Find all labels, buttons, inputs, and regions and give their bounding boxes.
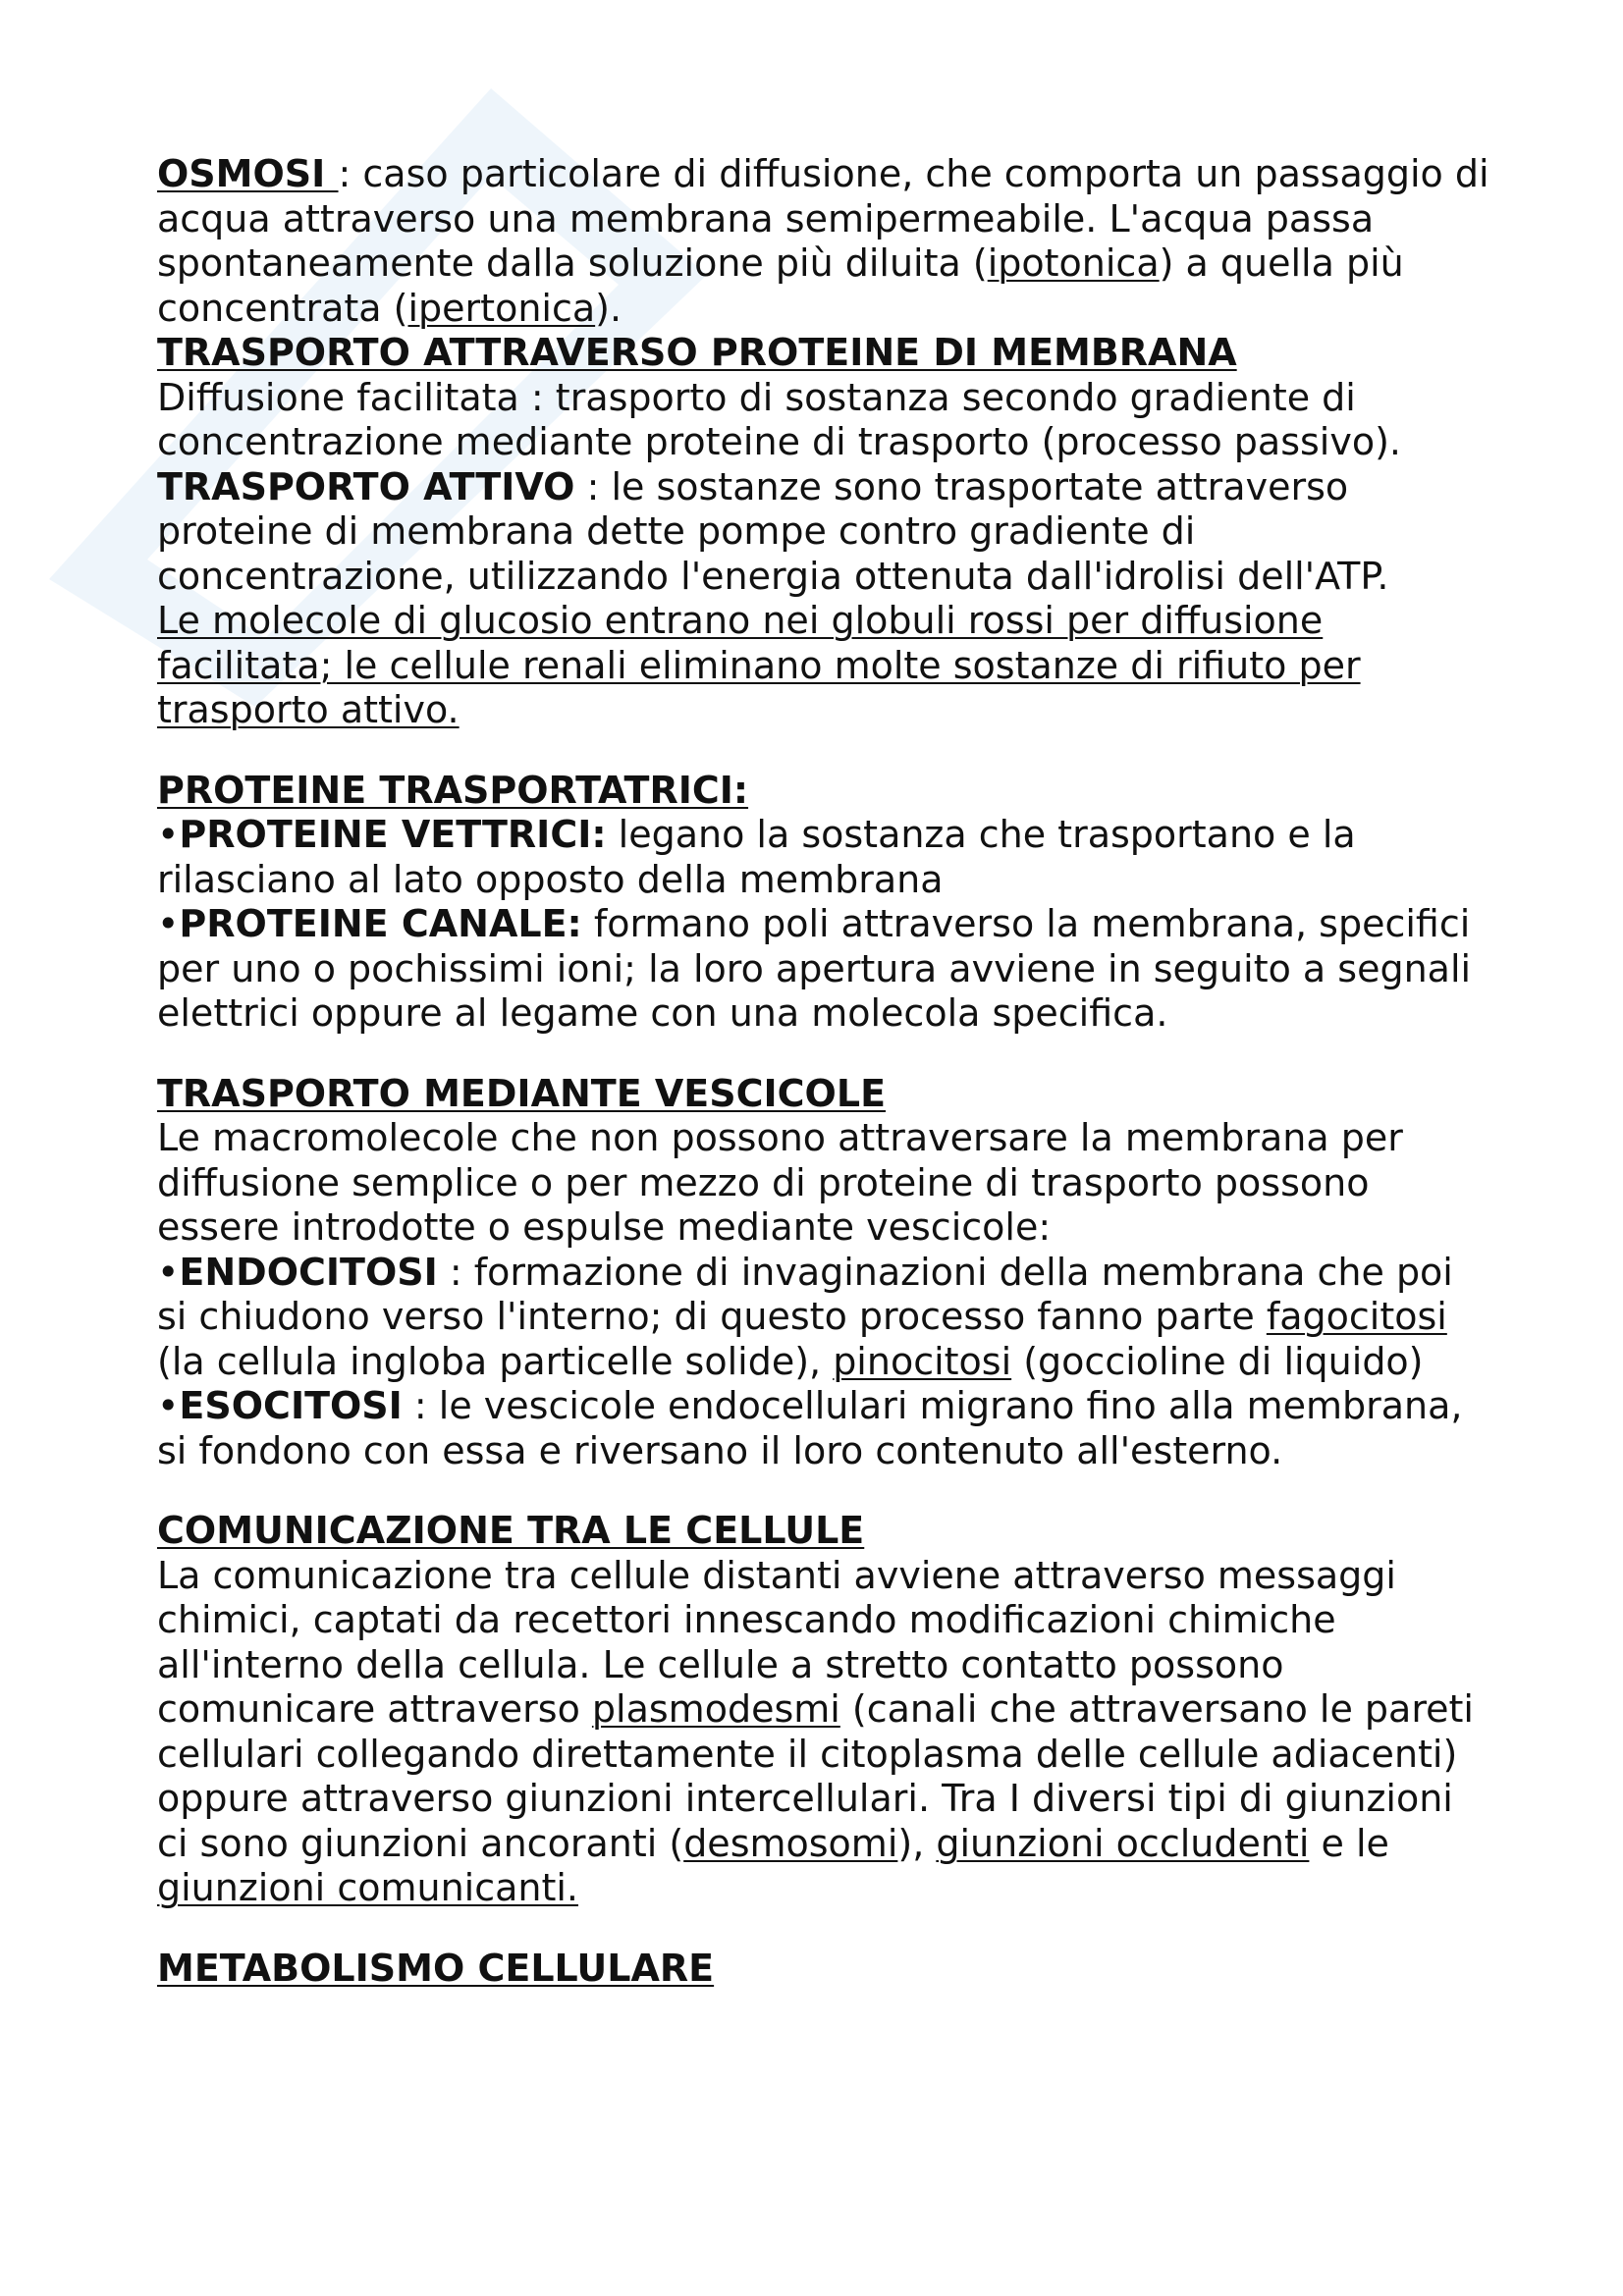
term-vettrici: PROTEINE VETTRICI: bbox=[179, 813, 607, 856]
paragraph-trasporto-attivo bbox=[157, 465, 1492, 600]
term-canale: PROTEINE CANALE: bbox=[179, 902, 582, 945]
text: formano poli attraverso la membrana, specifici per uno o pochissimi ioni; la loro apertura avviene in seguito a segnali elettrici oppure al legame con una molecola specifica. bbox=[157, 902, 1472, 1035]
text: : caso particolare di diffusione, che comporta un passaggio di acqua attraverso una membrana semipermeabile. L'acqua passa spontaneamente dalla soluzione più diluita ( bbox=[157, 152, 1489, 285]
spacer bbox=[157, 1037, 1492, 1072]
example-text: Le molecole di glucosio entrano nei globuli rossi per diffusione facilitata; le cellule renali eliminano molte sostanze di rifiuto per trasporto attivo. bbox=[157, 599, 1361, 731]
text: (la cellula ingloba particelle solide), bbox=[157, 1339, 834, 1383]
bullet-icon: • bbox=[157, 1250, 180, 1294]
text: : le vescicole endocellulari migrano fino alla membrana, si fondono con essa e riversano il loro contenuto all'esterno. bbox=[157, 1384, 1463, 1472]
heading-text: TRASPORTO MEDIANTE VESCICOLE bbox=[157, 1071, 887, 1115]
bullet-vettrici bbox=[157, 813, 1492, 902]
term-fagocitosi: fagocitosi bbox=[1266, 1295, 1447, 1338]
text: : le sostanze sono trasportate attraverso proteine di membrana dette pompe contro gradiente di concentrazione, utilizzando l'energia ottenuta dall'idrolisi dell'ATP. bbox=[157, 464, 1389, 598]
bullet-endocitosi bbox=[157, 1251, 1492, 1385]
paragraph-diffusione-facilitata: Diffusione facilitata : trasporto di sostanza secondo gradiente di concentrazione mediante proteine di trasporto (processo passivo). bbox=[157, 375, 1401, 463]
bullet-esocitosi bbox=[157, 1384, 1492, 1473]
text: : formazione di invaginazioni della membrana che poi si chiudono verso l'interno; di questo processo fanno parte bbox=[157, 1250, 1453, 1338]
paragraph-comunicazione bbox=[157, 1554, 1492, 1911]
term-pinocitosi: pinocitosi bbox=[833, 1339, 1012, 1383]
term-giunzioni-comunicanti: giunzioni comunicanti. bbox=[157, 1866, 579, 1909]
term-ipotonica: ipotonica bbox=[987, 241, 1160, 285]
heading-vescicole bbox=[157, 1072, 1492, 1117]
text: e le bbox=[1309, 1821, 1389, 1865]
spacer bbox=[157, 1473, 1492, 1509]
bullet-icon: • bbox=[157, 813, 180, 856]
text: ). bbox=[595, 286, 622, 330]
term-trasporto-attivo: TRASPORTO ATTIVO bbox=[157, 464, 575, 508]
heading-text: PROTEINE TRASPORTATRICI: bbox=[157, 768, 749, 812]
text: (canali che attraversano le pareti cellulari collegando direttamente il citoplasma delle cellule adiacenti) oppure attraverso giunzioni intercellulari. Tra I diversi tipi di giunzioni ci sono giunzioni ancoranti ( bbox=[157, 1687, 1474, 1865]
term-ipertonica: ipertonica bbox=[407, 286, 596, 330]
heading-metabolismo bbox=[157, 1947, 1492, 1992]
term-desmosomi: desmosomi bbox=[683, 1821, 898, 1865]
term-giunzioni-occludenti: giunzioni occludenti bbox=[936, 1821, 1310, 1865]
heading-text: COMUNICAZIONE TRA LE CELLULE bbox=[157, 1509, 865, 1552]
paragraph-example bbox=[157, 599, 1492, 733]
bullet-icon: • bbox=[157, 902, 180, 945]
text: ) a quella più concentrata ( bbox=[157, 241, 1404, 330]
term-esocitosi: ESOCITOSI bbox=[179, 1384, 403, 1427]
heading-text: TRASPORTO ATTRAVERSO PROTEINE DI MEMBRANA bbox=[157, 331, 1237, 374]
bullet-icon: • bbox=[157, 1384, 180, 1427]
document-page bbox=[157, 152, 1492, 1991]
paragraph-osmosi bbox=[157, 152, 1492, 331]
heading-trasporto-proteine bbox=[157, 331, 1492, 376]
term-osmosi: OSMOSI bbox=[157, 152, 339, 195]
term-plasmodesmi: plasmodesmi bbox=[591, 1687, 840, 1731]
heading-comunicazione bbox=[157, 1509, 1492, 1554]
heading-text: METABOLISMO CELLULARE bbox=[157, 1946, 715, 1990]
bullet-canale bbox=[157, 902, 1492, 1037]
text: ), bbox=[897, 1821, 937, 1865]
heading-proteine-trasportatrici bbox=[157, 769, 1492, 814]
spacer bbox=[157, 1911, 1492, 1947]
text: La comunicazione tra cellule distanti avviene attraverso messaggi chimici, captati da recettori innescando modificazioni chimiche all'interno della cellula. Le cellule a stretto contatto possono comunicare attraverso bbox=[157, 1553, 1396, 1731]
spacer bbox=[157, 733, 1492, 769]
text: (goccioline di liquido) bbox=[1011, 1339, 1424, 1383]
term-endocitosi: ENDOCITOSI bbox=[179, 1250, 438, 1294]
text: legano la sostanza che trasportano e la rilasciano al lato opposto della membrana bbox=[157, 813, 1356, 901]
paragraph-vescicole-intro: Le macromolecole che non possono attraversare la membrana per diffusione semplice o per mezzo di proteine di trasporto possono essere introdotte o espulse mediante vescicole: bbox=[157, 1116, 1403, 1249]
